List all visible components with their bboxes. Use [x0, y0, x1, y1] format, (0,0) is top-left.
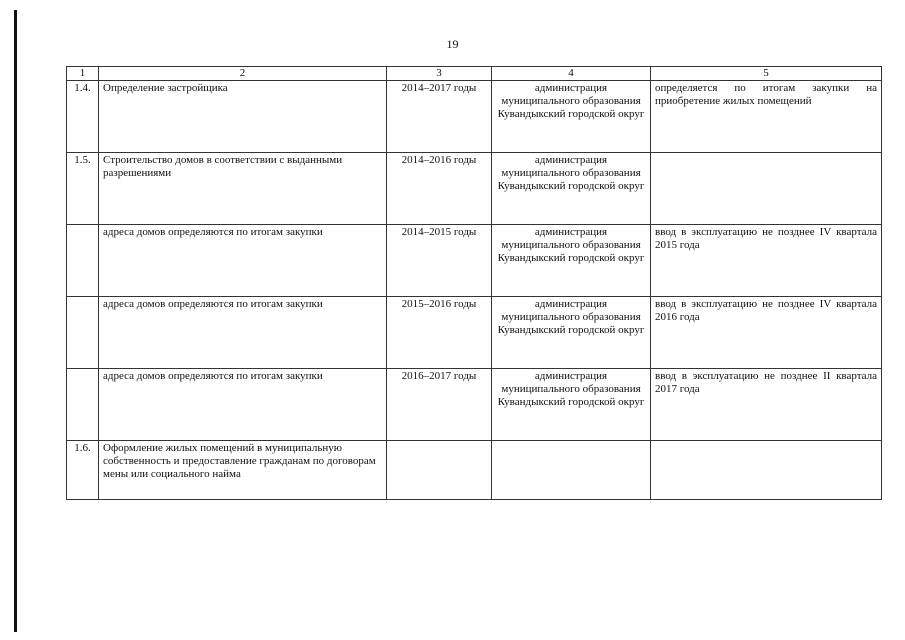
item-number [67, 225, 99, 297]
period [387, 441, 492, 500]
table-row [67, 81, 882, 153]
executor [492, 441, 651, 500]
expected-result: ввод в эксплуатацию не позднее IV квартала 2016 года [651, 297, 882, 369]
item-number [67, 297, 99, 369]
expected-result [651, 153, 882, 225]
expected-result: ввод в эксплуатацию не позднее II квартала 2017 года [651, 369, 882, 441]
executor: администрация муниципального образования Кувандыкский городской округ [492, 153, 651, 225]
table-row [67, 225, 882, 297]
executor: администрация муниципального образования Кувандыкский городской округ [492, 297, 651, 369]
item-number: 1.6. [67, 441, 99, 500]
item-number: 1.4. [67, 81, 99, 153]
table-row [67, 153, 882, 225]
header-col-2: 2 [99, 67, 387, 81]
executor: администрация муниципального образования Кувандыкский городской округ [492, 81, 651, 153]
table-row [67, 441, 882, 500]
event-name: адреса домов определяются по итогам закупки [99, 297, 387, 369]
binding-edge-line [14, 10, 17, 632]
event-name: Определение застройщика [99, 81, 387, 153]
event-name: Оформление жилых помещений в муниципальную собственность и предоставление гражданам по договорам мены или социального найма [99, 441, 387, 500]
header-col-4: 4 [492, 67, 651, 81]
event-name: адреса домов определяются по итогам закупки [99, 225, 387, 297]
event-name: адреса домов определяются по итогам закупки [99, 369, 387, 441]
period: 2016–2017 годы [387, 369, 492, 441]
period: 2014–2017 годы [387, 81, 492, 153]
period: 2014–2015 годы [387, 225, 492, 297]
header-col-5: 5 [651, 67, 882, 81]
item-number [67, 369, 99, 441]
table-row [67, 297, 882, 369]
item-number: 1.5. [67, 153, 99, 225]
expected-result: определяется по итогам закупки на приобретение жилых помещений [651, 81, 882, 153]
period: 2015–2016 годы [387, 297, 492, 369]
executor: администрация муниципального образования Кувандыкский городской округ [492, 369, 651, 441]
page-number: 19 [446, 37, 459, 51]
header-col-3: 3 [387, 67, 492, 81]
header-col-1: 1 [67, 67, 99, 81]
executor: администрация муниципального образования Кувандыкский городской округ [492, 225, 651, 297]
table-header-row [67, 67, 882, 81]
table-row [67, 369, 882, 441]
expected-result [651, 441, 882, 500]
program-table [66, 66, 882, 500]
expected-result: ввод в эксплуатацию не позднее IV квартала 2015 года [651, 225, 882, 297]
event-name: Строительство домов в соответствии с выданными разрешениями [99, 153, 387, 225]
period: 2014–2016 годы [387, 153, 492, 225]
